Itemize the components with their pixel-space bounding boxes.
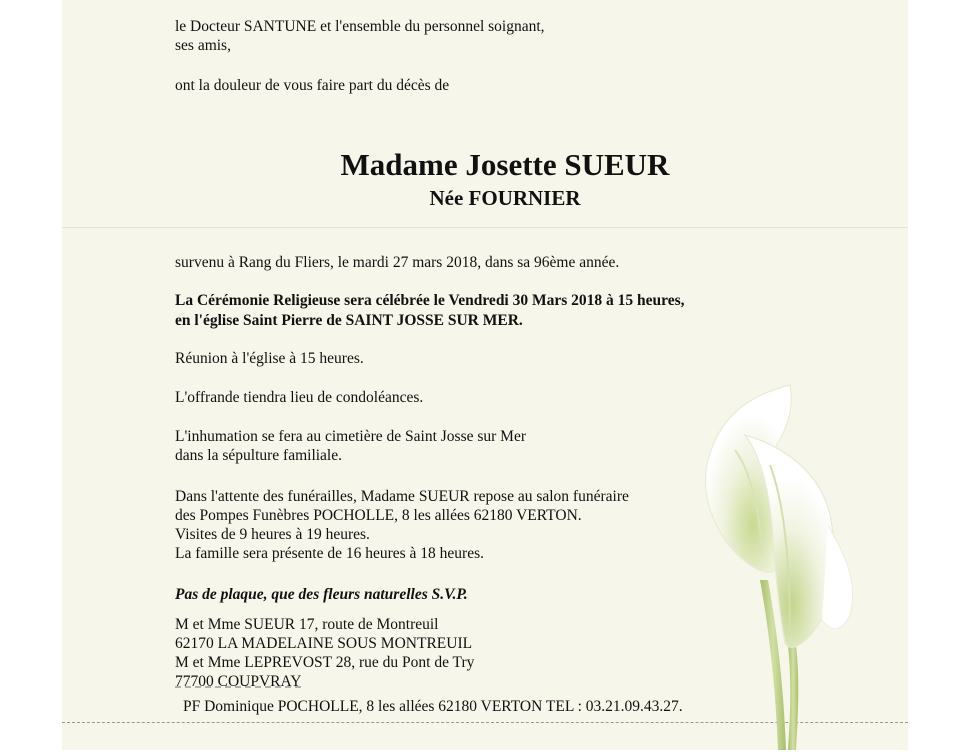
deceased-name: Madame Josette SUEUR [340,147,670,182]
death-info: survenu à Rang du Fliers, le mardi 27 mars 2018, dans sa 96ème année. [175,254,620,271]
intro-line-friends: ses amis, [175,37,231,54]
deceased-maiden-name: Née FOURNIER [429,186,581,210]
viewing-line-1: Dans l'attente des funérailles, Madame SUEUR repose au salon funéraire [175,488,629,505]
viewing-line-2: des Pompes Funèbres POCHOLLE, 8 les allées 62180 VERTON. [175,507,582,524]
burial-line-2: dans la sépulture familiale. [175,447,342,464]
reunion-text: Réunion à l'église à 15 heures. [175,350,364,367]
ceremony-line-1: La Cérémonie Religieuse sera célébrée le Vendredi 30 Mars 2018 à 15 heures, [175,292,685,309]
funeral-home-footer: PF Dominique POCHOLLE, 8 les allées 62180 VERTON TEL : 03.21.09.43.27. [183,698,683,715]
intro-line-announcement: ont la douleur de vous faire part du décès de [175,77,450,94]
calla-lily-icon [690,375,870,750]
ceremony-line-2: en l'église Saint Pierre de SAINT JOSSE SUR MER. [175,312,523,329]
address-line-2: 62170 LA MADELAINE SOUS MONTREUIL [175,635,473,652]
address-line-3: M et Mme LEPREVOST 28, rue du Pont de Try [175,654,475,671]
flowers-note: Pas de plaque, que des fleurs naturelles S.V.P. [175,586,468,603]
card-fold-line [62,227,908,228]
address-line-1: M et Mme SUEUR 17, route de Montreuil [175,616,439,633]
intro-line-doctor: le Docteur SANTUNE et l'ensemble du personnel soignant, [175,18,545,35]
address-line-4: 77700 COUPVRAY [175,673,302,690]
burial-line-1: L'inhumation se fera au cimetière de Saint Josse sur Mer [175,428,527,445]
viewing-line-4: La famille sera présente de 16 heures à 18 heures. [175,545,485,562]
offering-text: L'offrande tiendra lieu de condoléances. [175,389,424,406]
viewing-line-3: Visites de 9 heures à 19 heures. [175,526,370,543]
